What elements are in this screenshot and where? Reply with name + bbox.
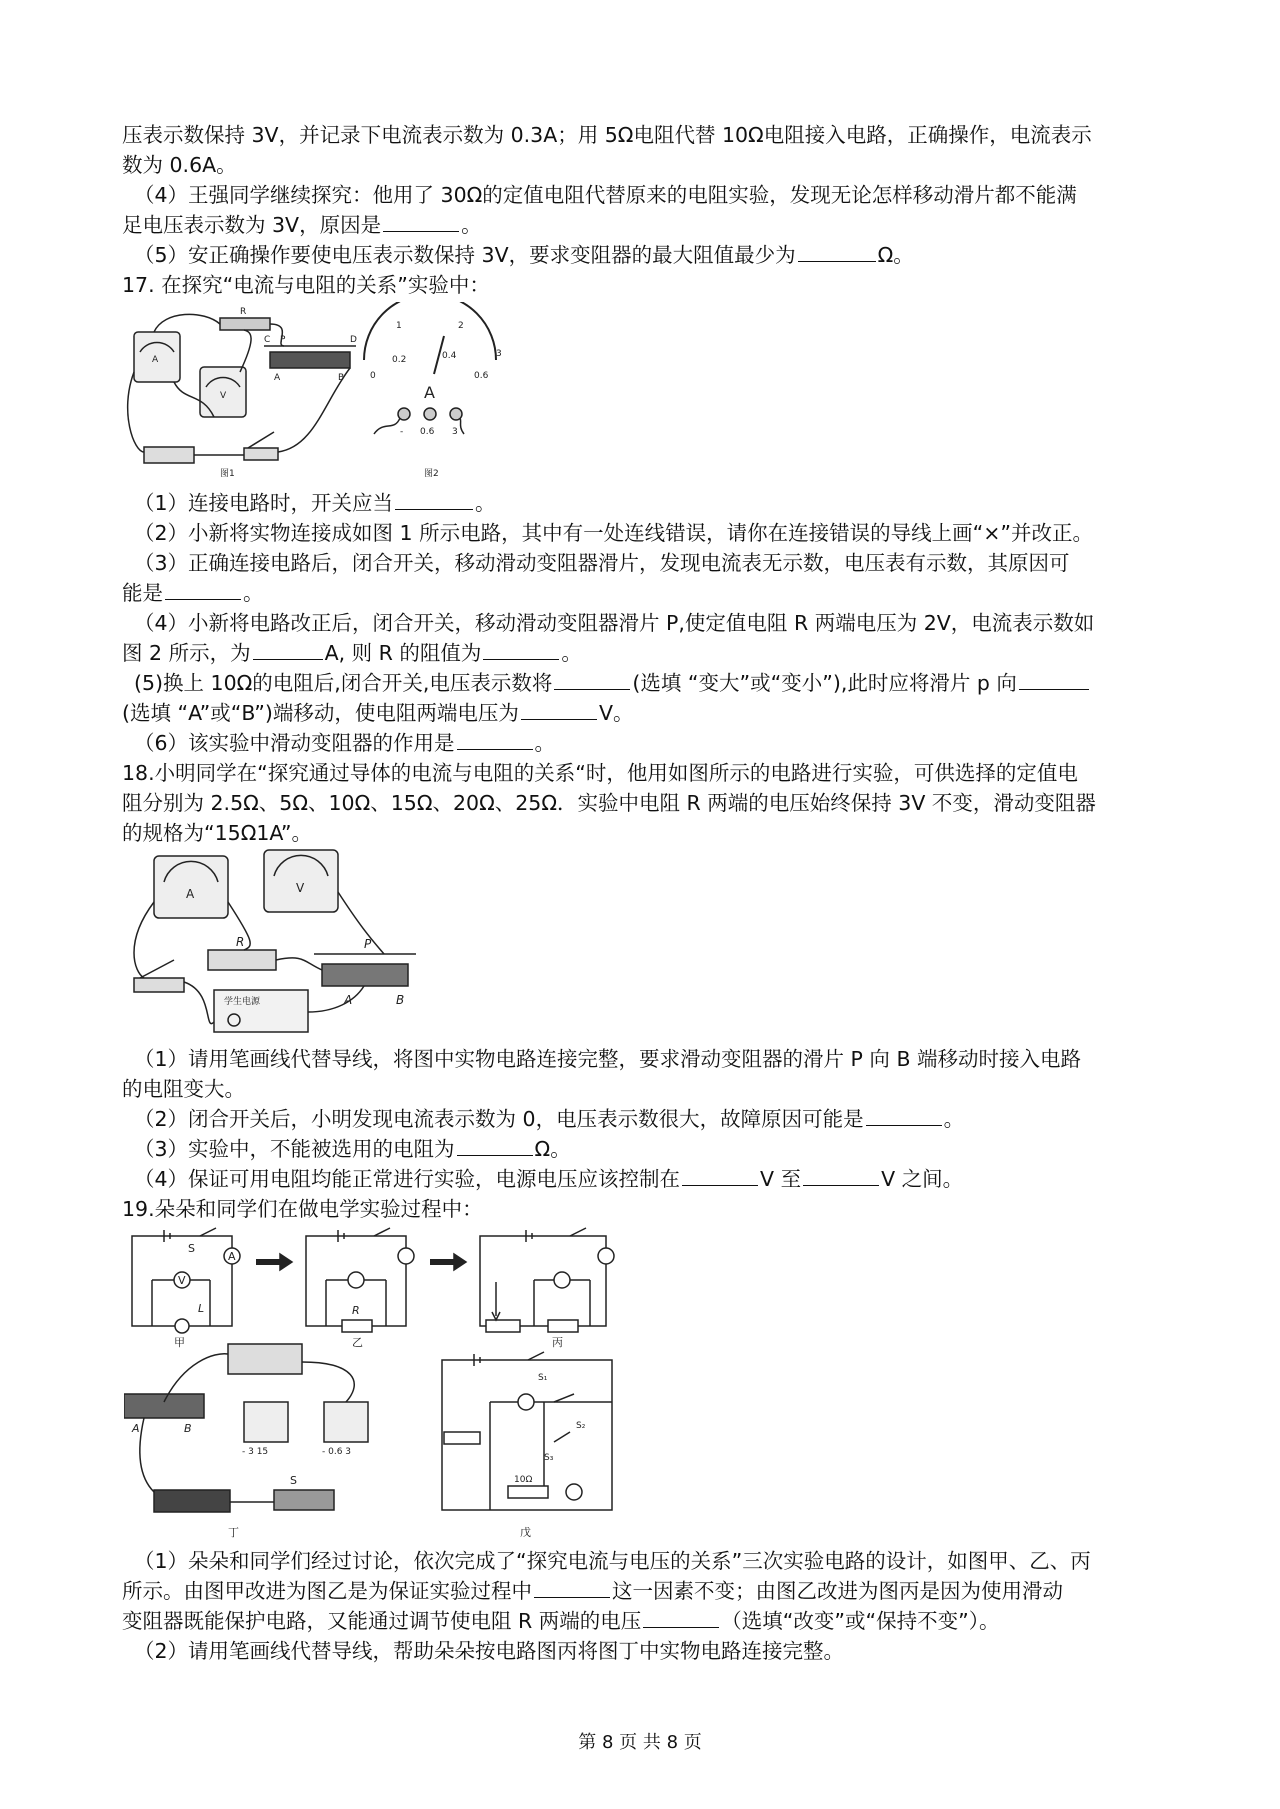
text-line: （2）请用笔画线代替导线，帮助朵朵按电路图丙将图丁中实物电路连接完整。 [134,1639,845,1663]
text-line: 的电阻变大。 [122,1077,245,1101]
answer-blank[interactable] [483,639,559,660]
label-L: L [198,1302,205,1315]
caption-fig2: 图2 [424,469,439,479]
text-line: （1）朵朵和同学们经过讨论，依次完成了“探究电流与电压的关系”三次实验电路的设计，如图甲、乙、丙 [134,1549,1091,1573]
text-line: 数为 0.6A。 [122,153,237,177]
text-line: 图 2 所示，为 A, 则 R 的阻值为 。 [122,641,582,665]
label-P: P [280,335,286,345]
answer-blank[interactable] [554,669,630,690]
terminal-0-6: 0.6 [420,427,435,437]
answer-blank[interactable] [457,1135,533,1156]
caption-fig1: 图1 [220,469,235,479]
answer-blank[interactable] [165,579,241,600]
label-ding-B: B [184,1422,192,1435]
text-line: （4）保证可用电阻均能正常进行实验，电源电压应该控制在 V 至 V 之间。 [134,1167,964,1191]
answer-blank[interactable] [682,1165,758,1186]
scale-0-4: 0.4 [442,351,457,361]
label-s1: S₁ [538,1373,548,1383]
scale-2: 2 [458,321,464,331]
voltmeter-label: V [296,881,305,895]
figure-17-svg [124,302,564,480]
text-line: （3）正确连接电路后，闭合开关，移动滑动变阻器滑片，发现电流表无示数，电压表有示数，其原因可 [134,551,1070,575]
voltmeter-label: V [220,391,227,401]
text-line: （1）请用笔画线代替导线，将图中实物电路连接完整，要求滑动变阻器的滑片 P 向 B 端移动时接入电路 [134,1047,1082,1071]
text-line: （6）该实验中滑动变阻器的作用是 。 [134,731,556,755]
scale-0-2: 0.2 [392,355,407,365]
answer-blank[interactable] [798,241,876,262]
answer-blank[interactable] [253,639,323,660]
terminal-ammeter: - 0.6 3 [322,1447,352,1457]
text-line: （1）连接电路时，开关应当 。 [134,491,496,515]
label-s2: S₂ [576,1421,586,1431]
label-yi: 乙 [352,1336,363,1349]
label-B: B [396,993,405,1007]
text-line: 阻分别为 2.5Ω、5Ω、10Ω、15Ω、20Ω、25Ω．实验中电阻 R 两端的电压始终保持 3V 不变，滑动变阻器 [122,791,1096,815]
label-s3: S₃ [544,1453,554,1463]
text-line: 能是 。 [122,581,264,605]
label-ding-A: A [132,1422,140,1435]
text-line: （2）闭合开关后，小明发现电流表示数为 0，电压表示数很大，故障原因可能是 。 [134,1107,965,1131]
figure-19 [124,1222,714,1540]
label-wu: 戊 [520,1526,531,1539]
scale-0-6: 0.6 [474,371,489,381]
scale-0: 0 [370,371,376,381]
label-ding-S: S [290,1474,297,1487]
terminal-voltmeter: - 3 15 [242,1447,269,1457]
meter-unit: A [424,383,435,402]
label-A: A [344,993,353,1007]
answer-blank[interactable] [866,1105,942,1126]
terminal-3: 3 [452,427,458,437]
label-A: A [228,1250,236,1263]
label-P: P [364,937,372,951]
text-line: 变阻器既能保护电路，又能通过调节使电阻 R 两端的电压 （选填“改变”或“保持不变”）。 [122,1609,1000,1633]
terminal-neg: - [400,427,404,437]
figure-17 [124,302,564,480]
ammeter-label: A [152,355,159,365]
text-line: （3）实验中，不能被选用的电阻为 Ω。 [134,1137,571,1161]
answer-blank[interactable] [383,211,459,232]
label-bing: 丙 [552,1336,563,1349]
label-10ohm: 10Ω [514,1475,533,1485]
label-A: A [274,373,281,383]
answer-blank[interactable] [521,699,597,720]
scale-1: 1 [396,321,402,331]
answer-blank[interactable] [803,1165,879,1186]
text-line: （4）小新将电路改正后，闭合开关，移动滑动变阻器滑片 P,使定值电阻 R 两端电压为 2V，电流表示数如 [134,611,1095,635]
text-line: （2）小新将实物连接成如图 1 所示电路，其中有一处连线错误，请你在连接错误的导线上画“×”并改正。 [134,521,1094,545]
text-line: 足电压表示数为 3V，原因是 。 [122,213,482,237]
answer-blank[interactable] [395,489,473,510]
label-R: R [240,307,247,317]
label-ding: 丁 [228,1526,239,1539]
label-D: D [350,335,357,345]
text-line: （4）王强同学继续探究：他用了 30Ω的定值电阻代替原来的电阻实验，发现无论怎样移动滑片都不能满 [134,183,1077,207]
figure-19-svg [124,1222,714,1540]
text-line: 所示。由图甲改进为图乙是为保证实验过程中 这一因素不变；由图乙改进为图丙是因为使用滑动 [122,1579,1063,1603]
label-S: S [188,1242,195,1255]
figure-18-svg [124,842,430,1038]
answer-blank[interactable] [643,1607,719,1628]
text-line: 的规格为“15Ω1A”。 [122,821,313,845]
page-footer: 第 8 页 共 8 页 [578,1732,702,1753]
ammeter-label: A [186,887,195,901]
label-B: B [338,373,345,383]
answer-blank[interactable] [457,729,533,750]
label-R: R [236,935,245,949]
text-line: （5）安正确操作要使电压表示数保持 3V，要求变阻器的最大阻值最少为 Ω。 [134,243,914,267]
question-17-title: 17. 在探究“电流与电阻的关系”实验中： [122,273,490,297]
answer-blank[interactable] [534,1577,610,1598]
label-R: R [352,1304,360,1317]
scale-3: 3 [496,349,502,359]
question-18-title: 18.小明同学在“探究通过导体的电流与电阻的关系“时，他用如图所示的电路进行实验，可供选择的定值电 [122,761,1078,785]
text-line: 压表示数保持 3V，并记录下电流表示数为 0.3A；用 5Ω电阻代替 10Ω电阻接入电路，正确操作，电流表示 [122,123,1092,147]
label-C: C [264,335,271,345]
label-V: V [178,1274,186,1287]
text-line: (选填 “A”或“B”)端移动，使电阻两端电压为 V。 [122,701,634,725]
question-19-title: 19.朵朵和同学们在做电学实验过程中： [122,1197,483,1221]
label-jia: 甲 [174,1336,185,1349]
power-supply-label: 学生电源 [224,997,261,1007]
text-line: (5)换上 10Ω的电阻后,闭合开关,电压表示数将 (选填 “变大”或“变小”),此时应将滑片 p 向 [134,668,1180,698]
answer-blank[interactable] [1019,669,1089,690]
figure-18 [124,842,430,1038]
